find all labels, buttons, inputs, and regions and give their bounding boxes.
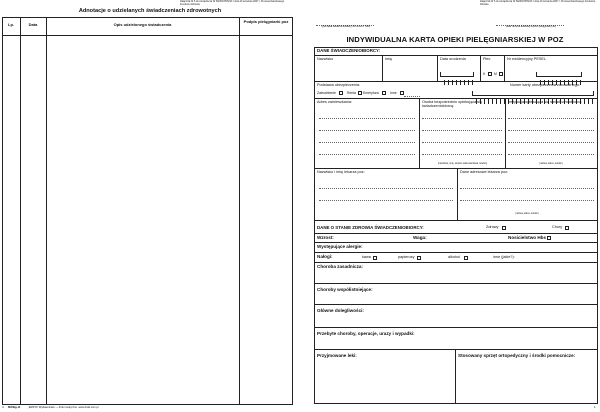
label-main-complaints: Główne dolegliwości: <box>317 308 364 313</box>
sex-m-label: M <box>494 72 497 76</box>
label-weight: Waga: <box>413 235 427 240</box>
caregiver-hint: (nazwisko, imię, stopień pokrewieństwa, telefon) <box>437 163 488 165</box>
label-ill: Chory <box>552 225 563 229</box>
stamp-left-caption: (pieczątka świadczeniodawcy lub numer z NFZ) <box>321 26 371 28</box>
label-height: Wzrost: <box>317 235 334 240</box>
label-healthy: Zdrowy <box>486 225 499 229</box>
label-other-which: inne (jakie?): <box>493 255 515 259</box>
label-name: Imię <box>385 57 393 61</box>
alcohol-checkbox[interactable] <box>464 256 468 260</box>
ins-pension-checkbox[interactable] <box>358 91 362 95</box>
left-footer-code: MZ/Bg-11 <box>8 405 21 409</box>
section-patient: DANE ŚWIADCZENIOBIORCY: <box>317 48 381 53</box>
right-page-number: 1 <box>594 405 596 409</box>
institution-hint: (nazwa, adres, telefon) <box>539 163 563 165</box>
col-lp: Lp. <box>8 22 14 27</box>
healthy-checkbox[interactable] <box>502 226 506 230</box>
label-birth-date: Data urodzenia <box>440 57 466 61</box>
left-footer-text: „ERSTA” Wydawnictwo — druki medyczne, www.druki.com.pl <box>28 406 99 409</box>
label-comorbidities: Choroby współistniejące: <box>317 287 373 292</box>
sex-m-checkbox[interactable] <box>499 72 503 76</box>
col-signature: Podpis pielęgniarki poz <box>243 19 289 24</box>
label-insurance-basis: Podstawa ubezpieczenia: <box>317 83 361 87</box>
left-page-number: 4 <box>2 405 4 409</box>
health-card-boxes[interactable] <box>472 91 594 96</box>
label-address: Adres zamieszkania: <box>317 100 353 104</box>
coffee-checkbox[interactable] <box>373 256 377 260</box>
right-page <box>300 0 600 412</box>
pesel-boxes[interactable] <box>536 72 582 77</box>
ins-employee-checkbox[interactable] <box>339 91 343 95</box>
left-page-title: Adnotacje o udzielanych świadczeniach zdrowotnych <box>78 8 222 14</box>
ins-retirement-checkbox[interactable] <box>382 91 386 95</box>
label-hbs: Nosicielstwo Hbs <box>508 235 547 240</box>
label-equipment: Stosowany sprzęt ortopedyczny i środki pomocnicze: <box>458 353 576 358</box>
right-header-note: Załącznik Nr 6 do zarządzenia Nr 69/2007/DSOZ z dnia 20 września 2007 r. Prezesa Narodowego Funduszu Zdrowia <box>480 0 596 6</box>
label-doctor: Nazwisko i imię lekarza poz: <box>317 170 365 174</box>
col-description: Opis udzielonego świadczenia <box>113 22 172 27</box>
label-addictions: Nałogi: <box>317 254 333 259</box>
label-pesel: Nr ewidencyjny PESEL <box>507 57 547 61</box>
stamp-right-caption: (data złożenia deklaracji wyboru pielęgniarki poz) <box>505 26 557 28</box>
label-coffee: kawa <box>362 255 371 259</box>
sex-k-label: K <box>483 72 486 76</box>
doctor-hint: (nazwa, adres, telefon) <box>515 213 539 215</box>
label-allergies: Występujące alergie: <box>317 244 363 249</box>
ins-other-checkbox[interactable] <box>400 91 404 95</box>
left-header-note: Załącznik Nr 6 do zarządzenia Nr 69/2007/DSOZ z dnia 20 września 2007 r. Prezesa Narodowego Funduszu Zdrowia <box>180 0 285 6</box>
label-caregiver: Osoba bezpośrednio opiekująca się świadczeniobiorcą: <box>422 100 483 108</box>
label-sex: Płeć <box>483 57 491 61</box>
ill-checkbox[interactable] <box>565 226 569 230</box>
label-ins-other: Inne <box>390 91 397 95</box>
card-title: INDYWIDUALNA KARTA OPIEKI PIELĘGNIARSKIEJ W POZ <box>346 35 564 44</box>
hbs-checkbox[interactable] <box>547 236 551 240</box>
label-basic-disease: Choroba zasadnicza: <box>317 264 363 269</box>
label-medications: Przyjmowane leki: <box>317 353 357 358</box>
label-cigarettes: papierosy <box>398 255 415 259</box>
birth-date-boxes[interactable] <box>440 72 474 77</box>
section-health: DANE O STANIE ZDROWIA ŚWIADCZENIOBIORCY: <box>317 225 424 230</box>
label-surname: Nazwisko <box>317 57 334 61</box>
label-ins-pension: Renta <box>347 91 357 95</box>
label-institution: Instytucja opiekująca się świadczeniobiorcą: <box>508 100 583 104</box>
col-date: Data <box>28 22 38 27</box>
label-ins-retirement: Emerytura <box>363 91 379 95</box>
sex-k-checkbox[interactable] <box>488 72 492 76</box>
label-ins-employee: Zatrudnienie <box>317 91 336 95</box>
label-doctor-address: Dane adresowe lekarza poz: <box>460 170 509 174</box>
label-alcohol: alkohol <box>448 255 461 259</box>
cigarettes-checkbox[interactable] <box>417 256 421 260</box>
label-past-history: Przebyte choroby, operacje, urazy i wypadki: <box>317 331 415 336</box>
label-health-card: Numer karty ubezpieczenia zdrowotnego: <box>510 83 580 87</box>
